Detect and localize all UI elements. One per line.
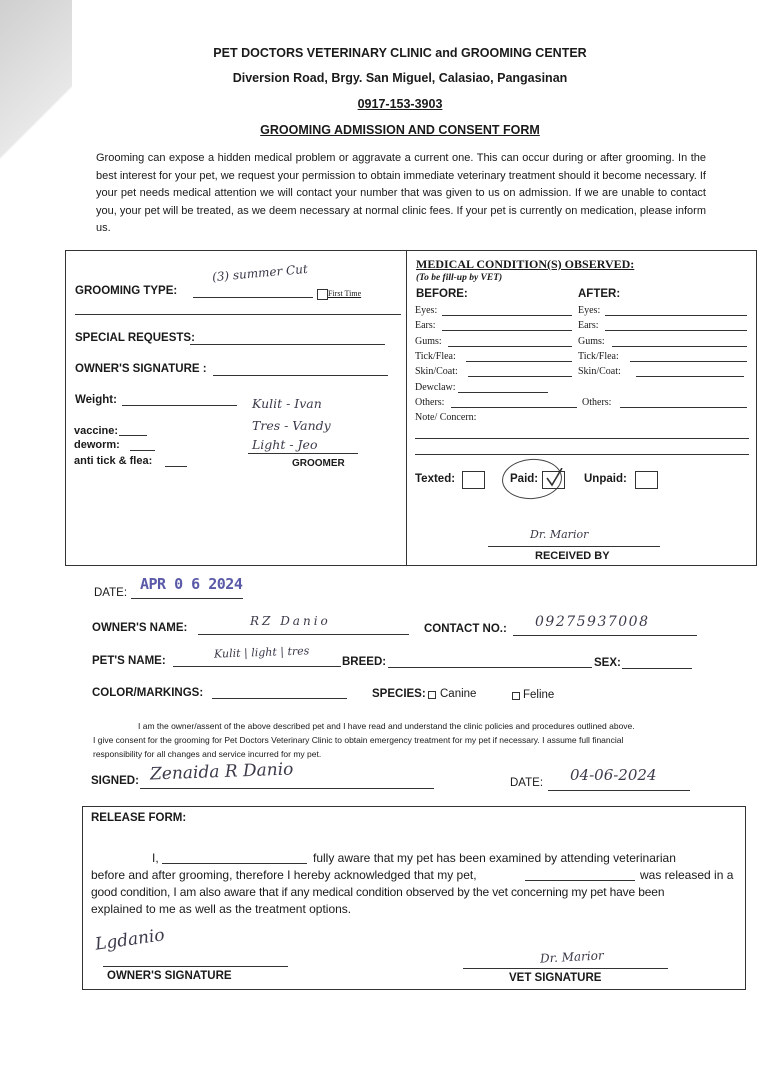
contact-label: CONTACT NO.:	[424, 623, 507, 635]
texted-label: Texted:	[415, 473, 456, 485]
received-signature: Dr. Marior	[530, 528, 589, 541]
owner-release-signature: Lgdanio	[93, 925, 166, 955]
before-eyes-field[interactable]	[442, 315, 572, 316]
after-ears-label: Ears:	[578, 320, 599, 331]
weight-label: Weight:	[75, 394, 117, 406]
before-label: BEFORE:	[416, 288, 468, 300]
release-title: RELEASE FORM:	[91, 812, 187, 824]
grooming-extra-line	[75, 314, 401, 315]
groomer-note-2: Tres - Vandy	[252, 418, 331, 433]
first-time-checkbox[interactable]	[317, 289, 328, 300]
canine-checkbox[interactable]	[428, 691, 436, 699]
deworm-label: deworm:	[74, 439, 120, 451]
clinic-address: Diversion Road, Brgy. San Miguel, Calasiao, Pangasinan	[232, 71, 568, 85]
after-ears-field[interactable]	[605, 330, 747, 331]
owner-signature-field[interactable]	[213, 375, 388, 376]
canine-label: Canine	[440, 688, 477, 700]
breed-label: BREED:	[342, 656, 387, 668]
vet-signature-caption: VET SIGNATURE	[509, 972, 602, 984]
checkmark-icon	[543, 468, 565, 488]
before-dewclaw-field[interactable]	[458, 392, 548, 393]
before-others-field[interactable]	[451, 407, 577, 408]
box-divider	[406, 251, 407, 565]
note-line-1[interactable]	[415, 438, 749, 439]
grooming-type-label: GROOMING TYPE:	[75, 285, 178, 297]
breed-field[interactable]	[388, 667, 592, 668]
release-line1-a: I,	[152, 851, 159, 865]
groomer-line[interactable]	[248, 453, 358, 454]
sex-field[interactable]	[622, 668, 692, 669]
after-others-field[interactable]	[620, 407, 747, 408]
signed-field[interactable]	[140, 788, 434, 789]
color-label: COLOR/MARKINGS:	[92, 687, 204, 699]
owner-signature-caption: OWNER'S SIGNATURE	[107, 970, 232, 982]
after-tick-label: Tick/Flea:	[578, 351, 619, 362]
before-skin-field[interactable]	[468, 376, 572, 377]
paid-checkbox[interactable]	[542, 471, 565, 489]
form-title: GROOMING ADMISSION AND CONSENT FORM	[260, 123, 540, 137]
groomer-note-3: Light - Jeo	[252, 437, 318, 452]
after-gums-field[interactable]	[612, 346, 747, 347]
before-ears-label: Ears:	[415, 320, 436, 331]
pet-name-field[interactable]	[173, 666, 341, 667]
texted-checkbox[interactable]	[462, 471, 485, 489]
after-skin-label: Skin/Coat:	[578, 366, 621, 377]
signed-label: SIGNED:	[91, 775, 139, 787]
intro-paragraph: Grooming can expose a hidden medical problem or aggravate a current one. This can occur during or after grooming. In the best interest for your pet, we request your permission to obtain immediate veterinary treatment should it become necessary. If your pet needs medical attention we will contact your number that was given to us on admission. If we are unable to contact you, your pet will be treated, as we deem necessary at normal clinic fees. If your pet is currently on medication, please inform us.	[96, 152, 706, 235]
after-label: AFTER:	[578, 288, 621, 300]
signed-value: Zenaida R Danio	[149, 759, 294, 785]
owner-signature-line[interactable]	[103, 966, 288, 967]
date2-field[interactable]	[548, 790, 690, 791]
vaccine-field[interactable]	[119, 435, 147, 436]
date2-value: 04-06-2024	[570, 766, 657, 784]
vet-release-signature: Dr. Marior	[539, 948, 604, 966]
groomer-note-1: Kulit - Ivan	[252, 396, 322, 411]
unpaid-label: Unpaid:	[584, 473, 627, 485]
before-gums-label: Gums:	[415, 336, 442, 347]
date-stamp: APR 0 6 2024	[140, 575, 243, 593]
release-name-field[interactable]	[162, 863, 307, 864]
weight-field[interactable]	[122, 405, 237, 406]
release-pet-field[interactable]	[525, 880, 635, 881]
after-tick-field[interactable]	[630, 361, 747, 362]
vet-signature-line[interactable]	[463, 968, 668, 969]
clinic-phone: 0917-153-3903	[357, 97, 443, 111]
admission-box	[65, 250, 757, 566]
special-requests-label: SPECIAL REQUESTS:	[75, 332, 195, 344]
before-dewclaw-label: Dewclaw:	[415, 382, 456, 393]
release-line1-b: fully aware that my pet has been examined by attending veterinarian	[313, 851, 676, 865]
owner-name-label: OWNER'S NAME:	[92, 622, 188, 634]
note-label: Note/ Concern:	[415, 412, 477, 423]
owner-name-value: RZ Danio	[250, 614, 331, 628]
unpaid-checkbox[interactable]	[635, 471, 658, 489]
color-field[interactable]	[212, 698, 347, 699]
medical-title: MEDICAL CONDITION(S) OBSERVED:	[416, 257, 635, 271]
after-gums-label: Gums:	[578, 336, 605, 347]
clinic-name: PET DOCTORS VETERINARY CLINIC and GROOMING CENTER	[213, 46, 587, 60]
consent-line-3: responsibility for all changes and service incurred for my pet.	[93, 749, 322, 759]
pet-name-value: Kulit | light | tres	[213, 644, 310, 661]
vaccine-label: vaccine:	[74, 425, 119, 437]
date-field[interactable]	[131, 598, 243, 599]
groomer-label: GROOMER	[292, 458, 345, 469]
feline-label: Feline	[523, 689, 555, 701]
contact-value: 09275937008	[535, 614, 650, 630]
special-requests-field[interactable]	[190, 344, 385, 345]
medical-subtitle: (To be fill-up by VET)	[416, 273, 503, 283]
before-others-label: Others:	[415, 397, 445, 408]
before-skin-label: Skin/Coat:	[415, 366, 458, 377]
grooming-type-field[interactable]	[193, 297, 313, 298]
contact-field[interactable]	[513, 635, 697, 636]
grooming-type-value: (3) summer Cut	[211, 261, 309, 285]
after-eyes-field[interactable]	[605, 315, 747, 316]
after-others-label: Others:	[582, 397, 612, 408]
before-ears-field[interactable]	[442, 330, 572, 331]
scan-shadow	[0, 0, 72, 190]
release-line3: good condition, I am also aware that if any medical condition observed by the vet concerning my pet have been	[91, 885, 665, 899]
date2-label: DATE:	[510, 777, 544, 789]
paid-label: Paid:	[510, 473, 539, 485]
before-tick-label: Tick/Flea:	[415, 351, 456, 362]
note-line-2[interactable]	[415, 454, 749, 455]
owner-signature-label: OWNER'S SIGNATURE :	[75, 363, 207, 375]
consent-line-2: I give consent for the grooming for Pet Doctors Veterinary Clinic to obtain emergency treatment for my pet if necessary. I assume full financial	[93, 735, 624, 745]
deworm-field[interactable]	[130, 450, 155, 451]
received-by-line[interactable]	[488, 546, 660, 547]
received-by-label: RECEIVED BY	[535, 550, 610, 562]
sex-label: SEX:	[594, 657, 621, 669]
owner-name-field[interactable]	[198, 634, 409, 635]
anti-tick-label: anti tick & flea:	[74, 455, 153, 467]
release-line4: explained to me as well as the treatment options.	[91, 902, 352, 916]
before-tick-field[interactable]	[466, 361, 572, 362]
feline-checkbox[interactable]	[512, 692, 520, 700]
date-label: DATE:	[94, 587, 128, 599]
after-skin-field[interactable]	[636, 376, 744, 377]
pet-name-label: PET'S NAME:	[92, 655, 166, 667]
release-line2-a: before and after grooming, therefore I hereby acknowledged that my pet,	[91, 868, 477, 882]
anti-tick-field[interactable]	[165, 466, 187, 467]
consent-line-1: I am the owner/assent of the above described pet and I have read and understand the clinic policies and procedures outlined above.	[138, 721, 635, 731]
before-eyes-label: Eyes:	[415, 305, 438, 316]
release-line2-b: was released in a	[640, 868, 734, 882]
first-time-label: First Time	[328, 289, 362, 298]
before-gums-field[interactable]	[448, 346, 572, 347]
after-eyes-label: Eyes:	[578, 305, 601, 316]
species-label: SPECIES:	[372, 688, 426, 700]
